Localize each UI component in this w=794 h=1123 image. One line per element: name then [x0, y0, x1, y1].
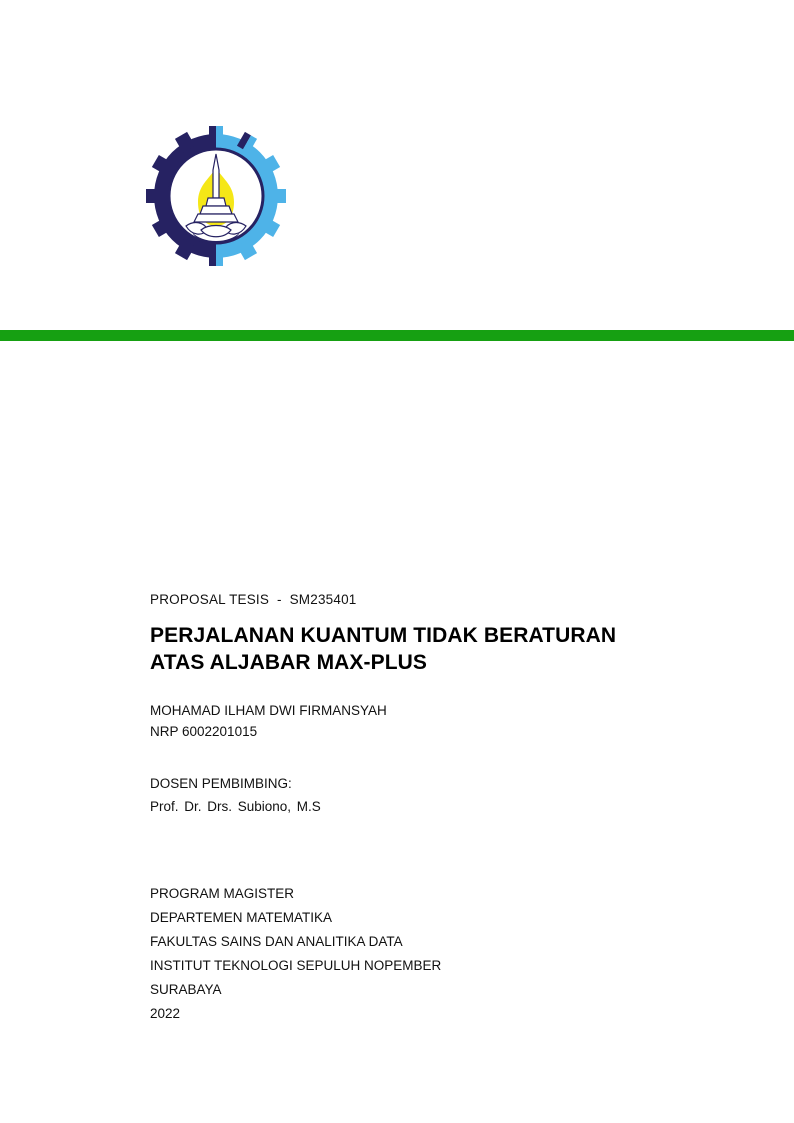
- its-logo: [146, 126, 286, 276]
- page-title: [150, 623, 710, 677]
- advisor-label: DOSEN PEMBIMBING:: [150, 775, 292, 791]
- author-block: [150, 701, 710, 743]
- institution-year: 2022: [150, 1005, 181, 1021]
- author-name: MOHAMAD ILHAM DWI FIRMANSYAH: [150, 702, 387, 718]
- advisor-name: Prof. Dr. Drs. Subiono, M.S: [150, 799, 321, 815]
- institution-line-1: PROGRAM MAGISTER: [150, 885, 295, 901]
- institution-city: SURABAYA: [150, 981, 222, 997]
- advisor-block: [150, 773, 710, 820]
- title-line-2: ATAS ALJABAR MAX-PLUS: [150, 650, 428, 674]
- document-code: PROPOSAL TESIS - SM235401: [150, 592, 357, 607]
- institution-block: [150, 882, 710, 1026]
- green-divider: [0, 330, 794, 341]
- author-nrp: NRP 6002201015: [150, 723, 258, 739]
- cover-text-block: [150, 592, 710, 1026]
- title-line-1: PERJALANAN KUANTUM TIDAK BERATURAN: [150, 624, 617, 647]
- institution-line-3: FAKULTAS SAINS DAN ANALITIKA DATA: [150, 933, 403, 949]
- institution-line-2: DEPARTEMEN MATEMATIKA: [150, 909, 333, 925]
- institution-line-4: INSTITUT TEKNOLOGI SEPULUH NOPEMBER: [150, 957, 442, 973]
